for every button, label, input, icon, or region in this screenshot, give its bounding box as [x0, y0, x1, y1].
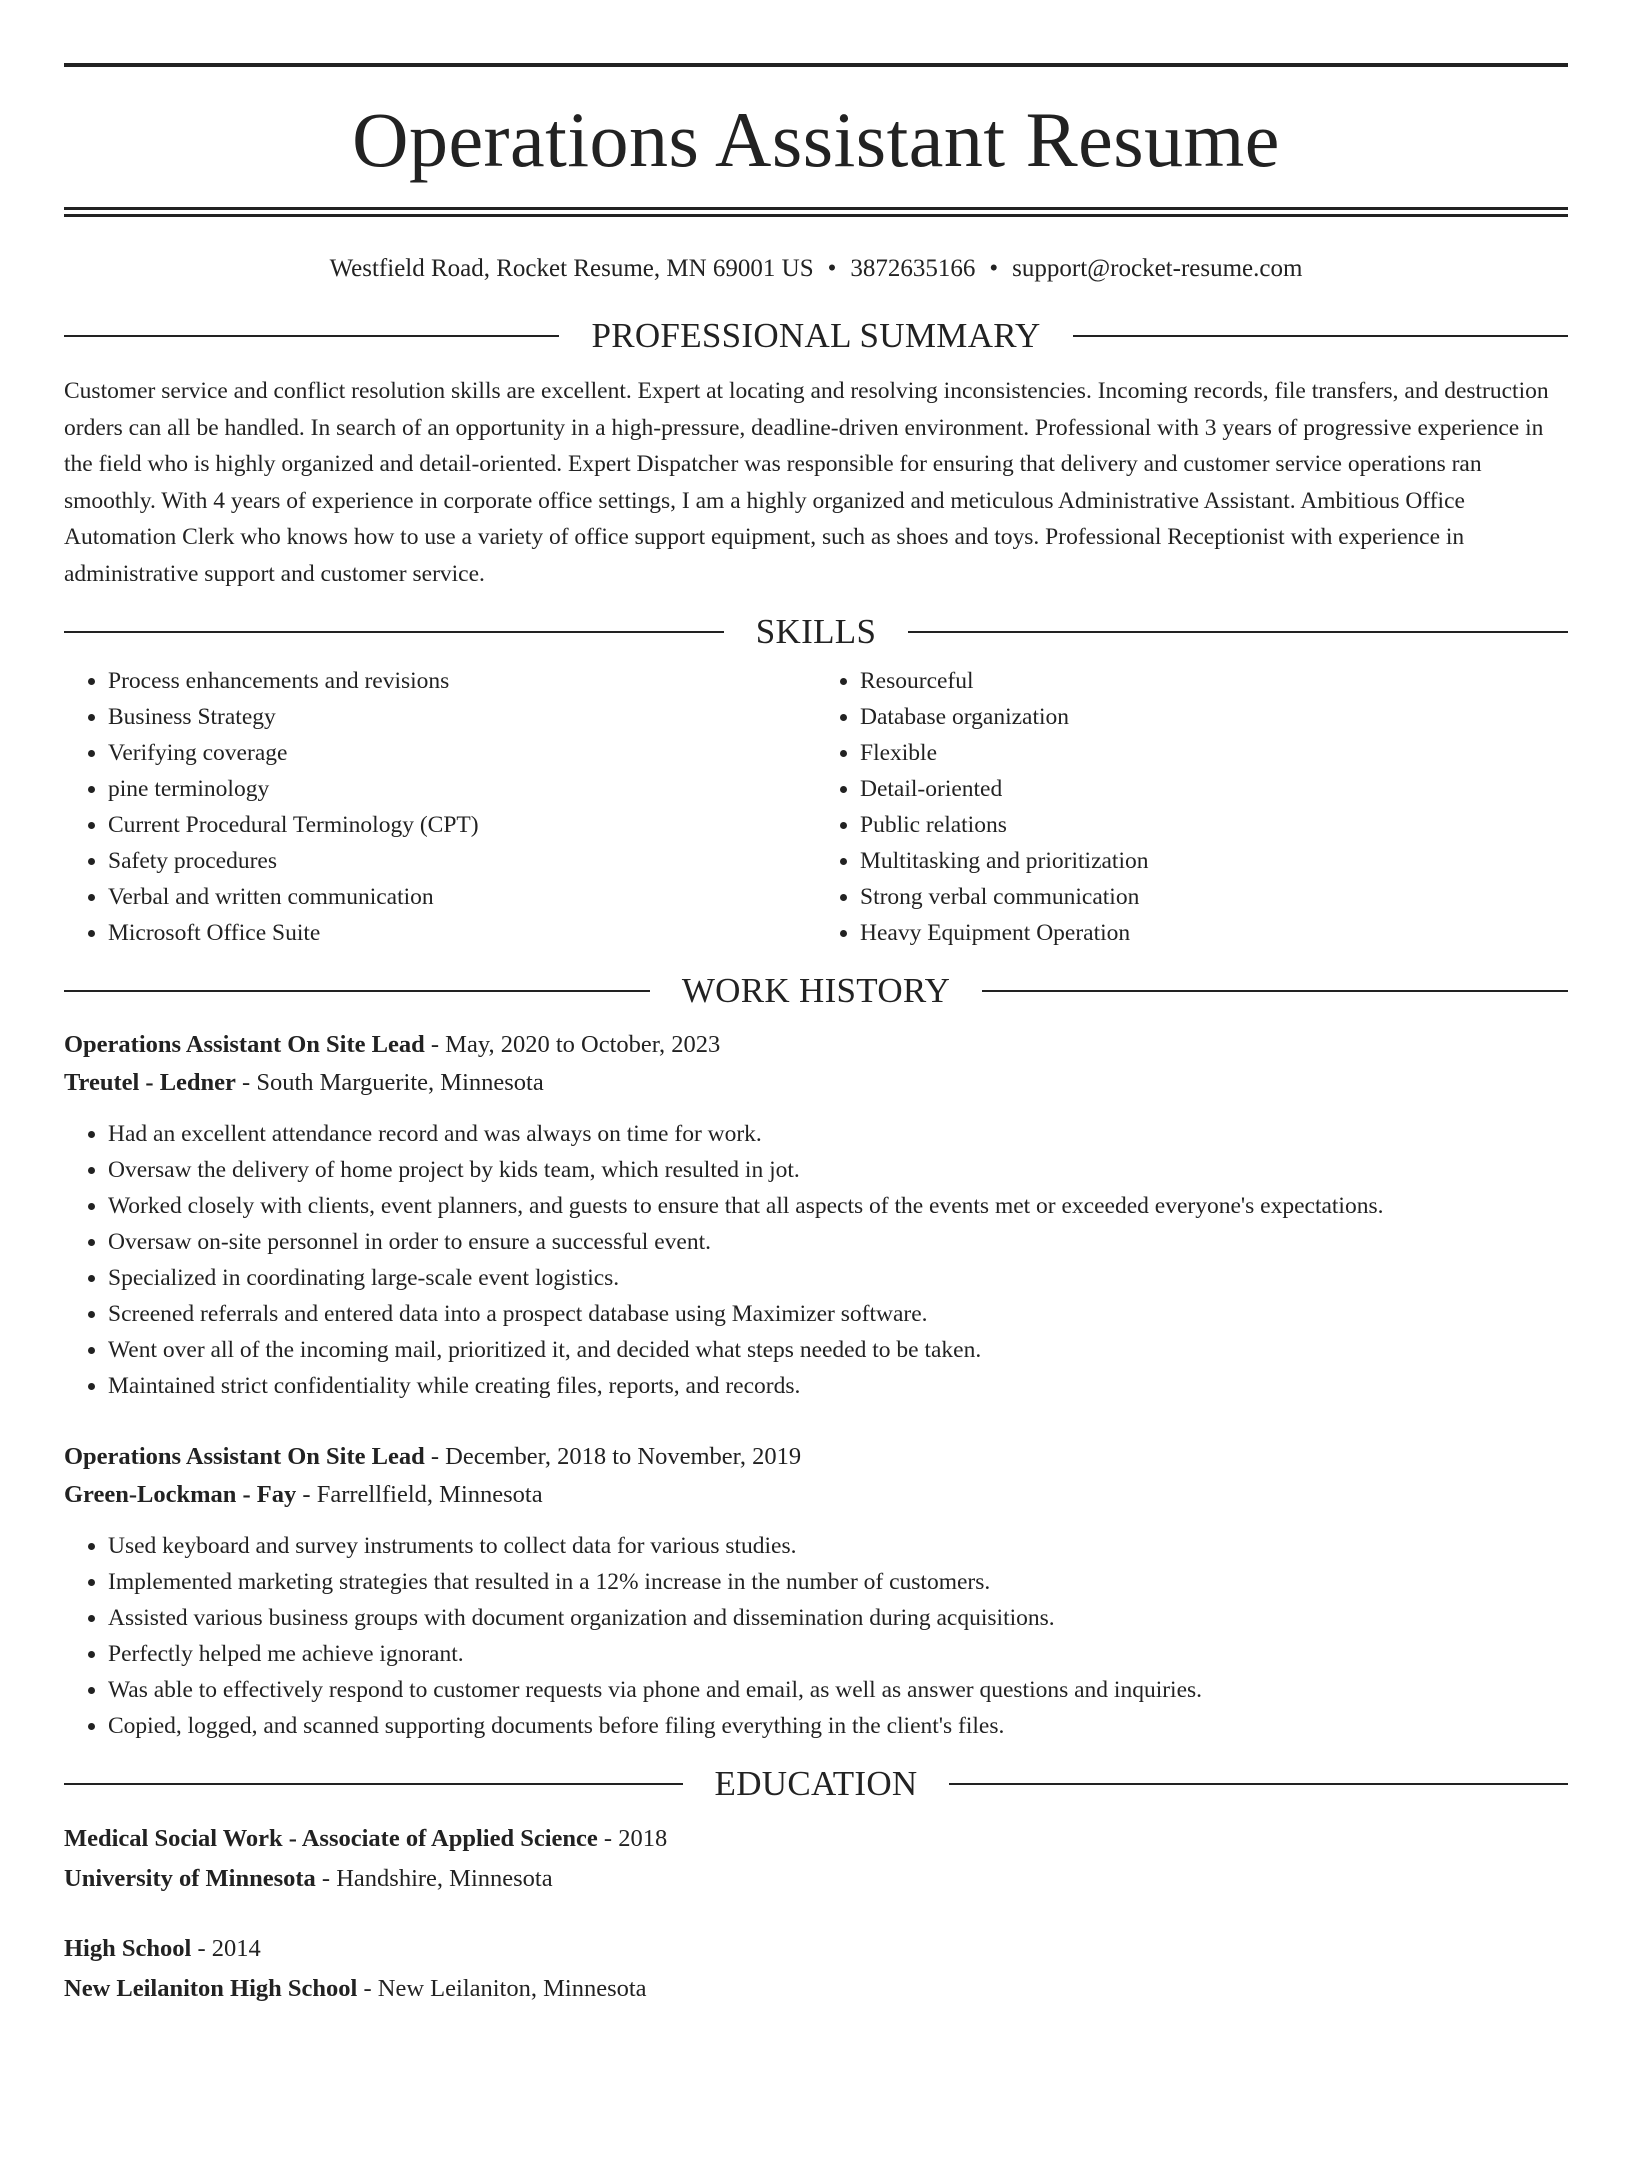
job-title: Operations Assistant On Site Lead	[64, 1031, 425, 1058]
skill-item: • Heavy Equipment Operation	[860, 915, 1568, 951]
job-bullets	[64, 1528, 1568, 1744]
job-entry	[64, 1026, 1568, 1404]
education-heading	[64, 1766, 1568, 1801]
job-dates: December, 2018 to November, 2019	[445, 1443, 802, 1470]
skill-item: • Multitasking and prioritization	[860, 843, 1568, 879]
job-bullets	[64, 1116, 1568, 1404]
skill-item: • Business Strategy	[108, 699, 816, 735]
skill-item: • Database organization	[860, 699, 1568, 735]
skills-heading	[64, 614, 1568, 649]
summary-text: Customer service and conflict resolution skills are excellent. Expert at locating and resolving inconsistencies. Incoming records, file transfers, and destruction orders can all be handled. In search of an opportunity in a high-pressure, deadline-driven environment. Professional with 3 years of progressive experience in the field who is highly organized and detail-oriented. Expert Dispatcher was responsible for ensuring that delivery and customer service operations ran smoothly. With 4 years of experience in corporate office settings, I am a highly organized and meticulous Administrative Assistant. Ambitious Office Automation Clerk who knows how to use a variety of office support equipment, such as shoes and toys. Professional Receptionist with experience in administrative support and customer service.	[64, 378, 1549, 587]
skills-list	[64, 663, 1568, 951]
job-dates: May, 2020 to October, 2023	[445, 1031, 721, 1058]
contact-line	[64, 254, 1568, 284]
job-company: Green-Lockman - Fay	[64, 1481, 297, 1508]
contact-email: support@rocket-resume.com	[1012, 255, 1303, 282]
contact-phone: 3872635166	[850, 255, 976, 282]
education-school: New Leilaniton High School	[64, 1975, 358, 2002]
skill-item: • Strong verbal communication	[860, 879, 1568, 915]
skill-item: • Verbal and written communication	[108, 879, 816, 915]
job-bullet: • Copied, logged, and scanned supporting documents before filing everything in the client's files.	[108, 1708, 1568, 1744]
resume-page	[0, 63, 1632, 2175]
education-entry	[64, 1819, 1568, 1899]
education-degree: High School	[64, 1935, 192, 1962]
education-school-line: University of Minnesota - Handshire, Minnesota	[64, 1865, 553, 1892]
skill-item: • Flexible	[860, 735, 1568, 771]
skill-item: • pine terminology	[108, 771, 816, 807]
job-location: South Marguerite, Minnesota	[256, 1069, 544, 1096]
job-bullet: • Was able to effectively respond to customer requests via phone and email, as well as answer questions and inquiries.	[108, 1672, 1568, 1708]
job-bullet: • Went over all of the incoming mail, prioritized it, and decided what steps needed to be taken.	[108, 1332, 1568, 1368]
skill-item: • Microsoft Office Suite	[108, 915, 816, 951]
job-bullet: • Screened referrals and entered data into a prospect database using Maximizer software.	[108, 1296, 1568, 1332]
heading-rule-left	[64, 1783, 683, 1785]
heading-rule-right	[908, 631, 1568, 633]
education-year: 2018	[618, 1825, 668, 1852]
education-degree-line: High School - 2014	[64, 1935, 261, 1962]
job-company-line: Green-Lockman - Fay - Farrellfield, Minnesota	[64, 1481, 543, 1508]
contact-separator: •	[827, 255, 837, 282]
job-bullet: • Maintained strict confidentiality while creating files, reports, and records.	[108, 1368, 1568, 1404]
resume-title: Operations Assistant Resume	[352, 96, 1280, 183]
skills-column-right	[816, 663, 1568, 951]
job-title: Operations Assistant On Site Lead	[64, 1443, 425, 1470]
job-company-line: Treutel - Ledner - South Marguerite, Minnesota	[64, 1069, 544, 1096]
skill-item: • Verifying coverage	[108, 735, 816, 771]
education-heading-text: EDUCATION	[714, 1764, 918, 1803]
job-company: Treutel - Ledner	[64, 1069, 236, 1096]
job-bullet: • Worked closely with clients, event planners, and guests to ensure that all aspects of the events met or exceeded everyone's expectations.	[108, 1188, 1568, 1224]
contact-address: Westfield Road, Rocket Resume, MN 69001 US	[329, 255, 814, 282]
education-degree: Medical Social Work - Associate of Applied Science	[64, 1825, 598, 1852]
title-double-rule	[64, 207, 1568, 217]
skill-item: • Public relations	[860, 807, 1568, 843]
job-title-line: Operations Assistant On Site Lead - December, 2018 to November, 2019	[64, 1443, 802, 1470]
skill-item: • Current Procedural Terminology (CPT)	[108, 807, 816, 843]
summary-heading	[64, 318, 1568, 353]
heading-rule-left	[64, 335, 559, 337]
work-heading-text: WORK HISTORY	[681, 971, 951, 1010]
heading-rule-right	[982, 990, 1568, 992]
heading-rule-right	[1073, 335, 1568, 337]
education-location: Handshire, Minnesota	[336, 1865, 553, 1892]
work-heading	[64, 973, 1568, 1008]
job-location: Farrellfield, Minnesota	[316, 1481, 543, 1508]
job-bullet: • Specialized in coordinating large-scale event logistics.	[108, 1260, 1568, 1296]
heading-rule-right	[949, 1783, 1568, 1785]
skill-item: • Resourceful	[860, 663, 1568, 699]
job-bullet: • Perfectly helped me achieve ignorant.	[108, 1636, 1568, 1672]
job-title-line: Operations Assistant On Site Lead - May, 2020 to October, 2023	[64, 1031, 721, 1058]
job-bullet: • Assisted various business groups with document organization and dissemination during acquisitions.	[108, 1600, 1568, 1636]
heading-rule-left	[64, 990, 650, 992]
job-bullet: • Implemented marketing strategies that resulted in a 12% increase in the number of customers.	[108, 1564, 1568, 1600]
job-bullet: • Used keyboard and survey instruments to collect data for various studies.	[108, 1528, 1568, 1564]
job-entry	[64, 1438, 1568, 1744]
education-entry	[64, 1929, 1568, 2009]
skill-item: • Detail-oriented	[860, 771, 1568, 807]
contact-separator: •	[989, 255, 999, 282]
job-bullet: • Oversaw on-site personnel in order to ensure a successful event.	[108, 1224, 1568, 1260]
education-year: 2014	[211, 1935, 261, 1962]
education-school: University of Minnesota	[64, 1865, 316, 1892]
education-location: New Leilaniton, Minnesota	[377, 1975, 647, 2002]
skill-item: • Process enhancements and revisions	[108, 663, 816, 699]
heading-rule-left	[64, 631, 724, 633]
education-school-line: New Leilaniton High School - New Leilaniton, Minnesota	[64, 1975, 647, 2002]
education-degree-line: Medical Social Work - Associate of Applied Science - 2018	[64, 1825, 668, 1852]
job-bullet: • Oversaw the delivery of home project by kids team, which resulted in jot.	[108, 1152, 1568, 1188]
skills-column-left	[64, 663, 816, 951]
summary-heading-text: PROFESSIONAL SUMMARY	[591, 316, 1041, 355]
skills-heading-text: SKILLS	[755, 612, 877, 651]
job-bullet: • Had an excellent attendance record and was always on time for work.	[108, 1116, 1568, 1152]
skill-item: • Safety procedures	[108, 843, 816, 879]
